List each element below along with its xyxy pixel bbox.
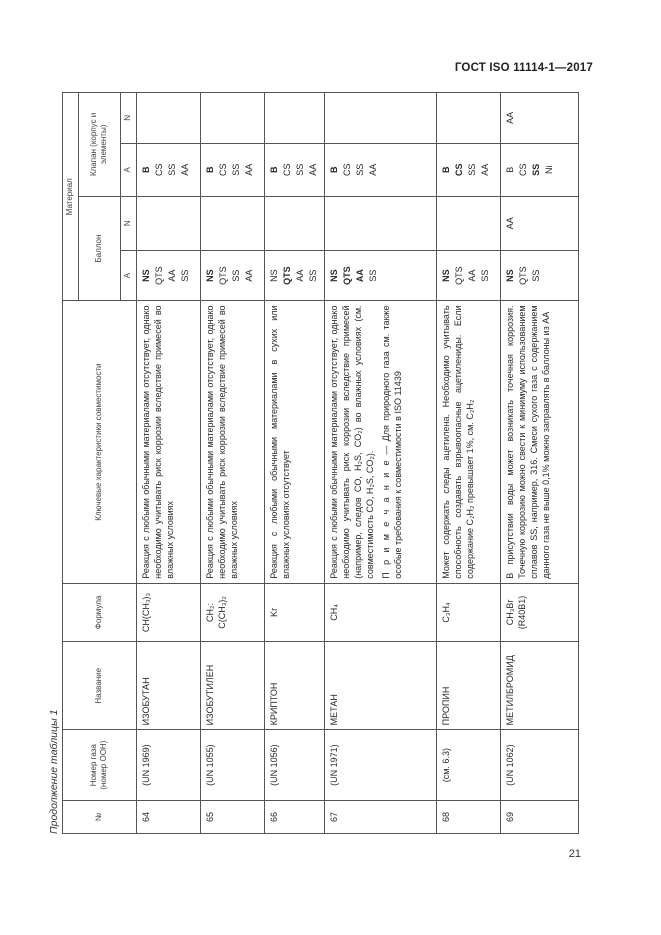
material-code: B	[328, 166, 339, 174]
valve-a-materials	[264, 143, 324, 196]
material-code: QTS	[517, 266, 528, 285]
row-description: В присутствии воды может возникать точечная коррозия. Точечную коррозию можно свести к минимуму использованием сплавов SS, например, 316. Смеси сухого газа с содержанием данного газа не выше 0,1% можно заправлять в баллоны из AA	[500, 301, 578, 583]
material-code: CS	[453, 163, 464, 177]
table-row	[264, 93, 324, 834]
material-code: SS	[479, 269, 490, 282]
material-code: B	[140, 166, 151, 174]
row-num: 67	[324, 800, 436, 833]
row-name: ИЗОБУТАН	[136, 642, 200, 730]
row-name: МЕТИЛБРОМИД	[500, 642, 578, 730]
row-description: Может содержать следы ацетилена. Необходимо учитывать способность создавать взрывоопасные ацетилениды. Если содержание C₂H₂ превышает 1%, см. C₂H₂	[436, 301, 500, 583]
cylinder-n-materials	[324, 196, 436, 250]
material-code: NS	[204, 269, 215, 282]
material-code: B	[204, 166, 215, 174]
row-description: Реакция с любыми обычными материалами отсутствует, однако необходимо учитывать риск коррозии вследствие примесей во влажных условиях	[136, 301, 200, 583]
material-code: CS	[153, 163, 164, 177]
material-code: SS	[354, 163, 365, 176]
row-name: ИЗОБУТИЛЕН	[200, 642, 264, 730]
header-cylinder-n: N	[120, 196, 136, 250]
cylinder-n-materials: AA	[500, 196, 578, 250]
material-code: B	[504, 166, 515, 173]
row-name: МЕТАН	[324, 642, 436, 730]
cylinder-n-materials	[436, 196, 500, 250]
material-code: NS	[328, 269, 339, 282]
material-code: AA	[294, 269, 305, 282]
cylinder-n-materials	[200, 196, 264, 250]
row-num: 68	[436, 800, 500, 833]
material-code: SS	[367, 269, 378, 282]
material-code: NS	[440, 269, 451, 282]
material-code: NS	[504, 269, 515, 282]
table-row	[500, 93, 578, 834]
material-code: AA	[479, 163, 490, 176]
material-code: SS	[294, 163, 305, 176]
cylinder-a-materials	[200, 250, 264, 301]
row-formula: CH₃Br (R40B1)	[500, 583, 578, 641]
page-number: 21	[568, 848, 581, 860]
material-code: SS	[179, 269, 190, 282]
header-material: Материал	[63, 93, 79, 301]
material-code: QTS	[153, 266, 164, 285]
valve-n-materials	[200, 93, 264, 144]
rotated-page-content	[48, 92, 554, 840]
row-formula: Kr	[264, 583, 324, 641]
header-cylinder-a: A	[120, 250, 136, 301]
material-code: B	[268, 166, 279, 174]
row-num: 66	[264, 800, 324, 833]
material-code: AA	[466, 269, 477, 282]
valve-a-materials	[136, 143, 200, 196]
material-code: NS	[268, 269, 279, 282]
cylinder-a-materials	[436, 250, 500, 301]
row-num: 65	[200, 800, 264, 833]
material-code: CS	[517, 163, 528, 177]
row-description-text: Реакция с любыми обычными материалами отсутствует, однако необходимо учитывать риск коррозии вследствие примесей (например, следов CO, H₂S, CO₂) во влажных условиях (см. совместимость CO, H₂S, CO₂).	[328, 305, 376, 579]
material-code: B	[440, 166, 451, 174]
material-code: QTS	[281, 266, 292, 285]
row-name: ПРОПИН	[436, 642, 500, 730]
material-code: AA	[243, 269, 254, 282]
row-name: КРИПТОН	[264, 642, 324, 730]
material-code: SS	[230, 269, 241, 282]
material-code: QTS	[341, 266, 352, 285]
cylinder-n-materials	[136, 196, 200, 250]
header-valve: Клапан (корпус и элементы)	[78, 93, 120, 197]
material-code: AA	[179, 163, 190, 176]
valve-a-materials	[324, 143, 436, 196]
standard-header: ГОСТ ISO 11114-1—2017	[454, 62, 593, 74]
table-row	[200, 93, 264, 834]
row-formula: CH(CH₃)₃	[136, 583, 200, 641]
material-code: QTS	[453, 266, 464, 285]
table-row	[436, 93, 500, 834]
row-num: 69	[500, 800, 578, 833]
material-code: Ni	[543, 165, 554, 175]
row-un-number: (UN 1055)	[200, 730, 264, 801]
header-valve-a: A	[120, 143, 136, 196]
valve-a-materials	[500, 143, 578, 196]
header-name: Название	[63, 642, 137, 730]
material-code: CS	[281, 163, 292, 177]
material-code: SS	[166, 163, 177, 176]
material-code: AA	[354, 269, 365, 283]
row-un-number: (UN 1056)	[264, 730, 324, 801]
table-row	[324, 93, 436, 834]
header-num: №	[63, 800, 137, 833]
table-caption: Продолжение таблицы 1	[48, 709, 60, 834]
material-code: CS	[341, 163, 352, 177]
valve-n-materials	[436, 93, 500, 144]
cylinder-n-materials	[264, 196, 324, 250]
cylinder-a-materials	[500, 250, 578, 301]
cylinder-a-materials	[324, 250, 436, 301]
table-row	[136, 93, 200, 834]
valve-n-materials: AA	[500, 93, 578, 144]
material-code: AA	[367, 163, 378, 176]
cylinder-a-materials	[136, 250, 200, 301]
header-cylinder: Баллон	[78, 196, 120, 301]
row-un-number: (см. 6.3)	[436, 730, 500, 801]
row-num: 64	[136, 800, 200, 833]
row-description	[324, 301, 436, 583]
valve-a-materials	[436, 143, 500, 196]
row-description: Реакция с любыми обычными материалами в сухих или влажных условиях отсутствует	[264, 301, 324, 583]
row-formula: CH₄	[324, 583, 436, 641]
valve-n-materials	[136, 93, 200, 144]
material-code: SS	[466, 163, 477, 176]
valve-n-materials	[324, 93, 436, 144]
valve-n-materials	[264, 93, 324, 144]
material-code: AA	[307, 163, 318, 176]
material-code: AA	[243, 163, 254, 176]
header-valve-n: N	[120, 93, 136, 144]
note-label: П р и м е ч а н и е	[381, 458, 392, 579]
row-note	[380, 305, 404, 578]
row-formula: CH₂: C(CH₃)₂	[200, 583, 264, 641]
compatibility-table	[62, 92, 579, 834]
material-code: SS	[530, 163, 541, 176]
row-description: Реакция с любыми обычными материалами отсутствует, однако необходимо учитывать риск коррозии вследствие примесей во влажных условиях	[200, 301, 264, 583]
cylinder-a-materials	[264, 250, 324, 301]
row-un-number: (UN 1971)	[324, 730, 436, 801]
row-formula: C₃H₄	[436, 583, 500, 641]
material-code: SS	[307, 269, 318, 282]
material-code: SS	[230, 163, 241, 176]
material-code: QTS	[217, 266, 228, 285]
header-un-number: Номер газа (номер ООН)	[63, 730, 137, 801]
row-un-number: (UN 1969)	[136, 730, 200, 801]
material-code: SS	[530, 269, 541, 282]
material-code: CS	[217, 163, 228, 177]
note-text: — Для природного газа см. также особые требования к совместимости в ISO 11439	[381, 305, 404, 579]
header-formula: Формула	[63, 583, 137, 641]
material-code: AA	[166, 269, 177, 282]
valve-a-materials	[200, 143, 264, 196]
row-un-number: (UN 1062)	[500, 730, 578, 801]
material-code: NS	[140, 269, 151, 282]
header-compatibility: Ключевые характеристики совместимости	[63, 301, 137, 583]
